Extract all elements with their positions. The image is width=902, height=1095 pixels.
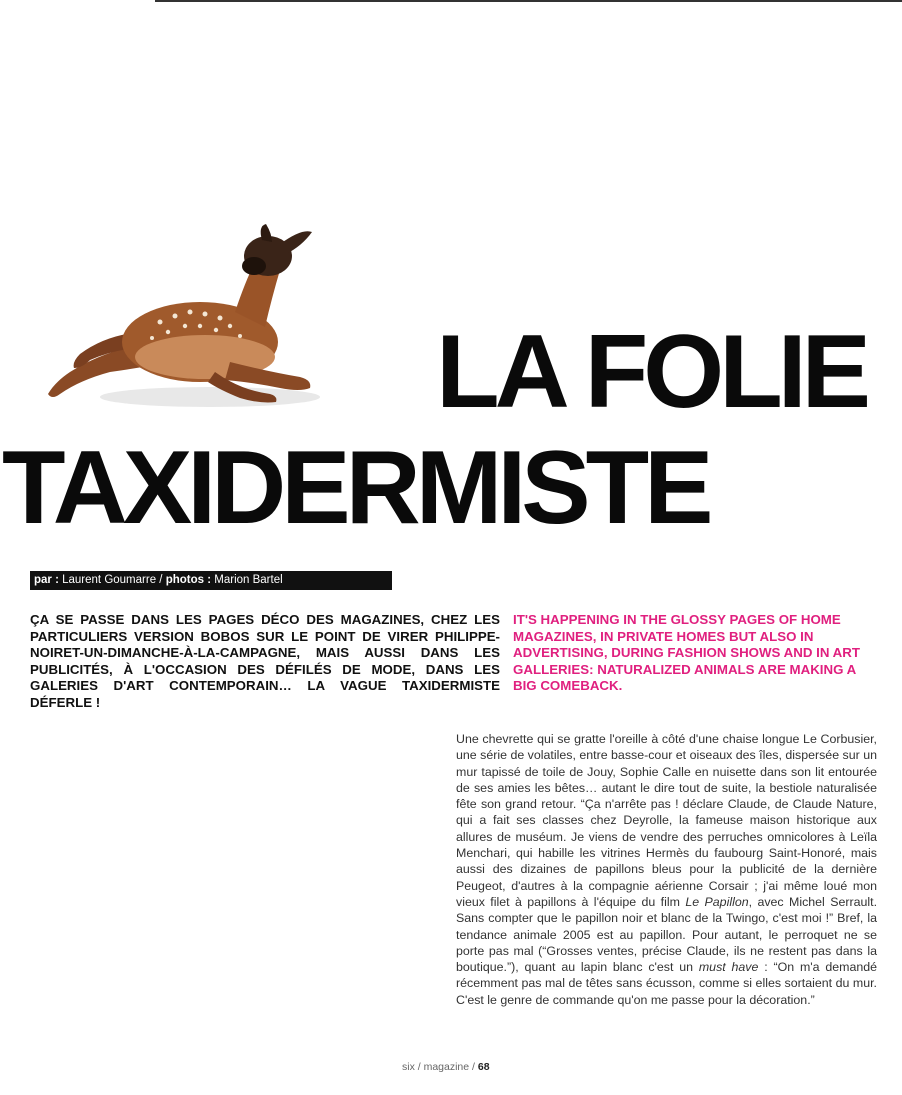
top-rule xyxy=(155,0,902,2)
author-name: Laurent Goumarre xyxy=(62,574,157,586)
body-part-3: : “On m'a demandé récemment pas mal de têtes sans écusson, comme si elles sortaient du mur. C'est le genre de commande qu'on me passe pour la décoration.” xyxy=(456,960,878,1007)
article-body xyxy=(456,731,877,1008)
byline-separator: / xyxy=(159,574,163,586)
page-number: 68 xyxy=(477,1061,490,1073)
lede-french: ÇA SE PASSE DANS LES PAGES DÉCO DES MAGAZINES, CHEZ LES PARTICULIERS VERSION BOBOS SUR LE POINT DE VIRER PHILIPPE-NOIRET-UN-DIMANCHE-À-LA-CAMPAGNE, MAIS AUSSI DANS LES PUBLICITÉS, À L'OCCASION DES DÉFILÉS DE MODE, DANS LES GALERIES D'ART CONTEMPORAIN… LA VAGUE TAXIDERMISTE DÉFERLE ! xyxy=(30,612,500,710)
headline-line-1: LA FOLIE xyxy=(436,314,866,430)
body-part-1: Une chevrette qui se gratte l'oreille à côté d'une chaise longue Le Corbusier, une série de volatiles, entre basse-cour et oiseaux des îles, dispersée sur un mur tapissé de toile de Jouy, Sophie Calle en nuisette dans son lit entourée de ses amies les bêtes… autant le dire tout de suite, la bestiole naturalisée fête son grand retour. “Ça n'arrête pas ! déclare Claude, de Claude Nature, qui a fait ses classes chez Deyrolle, la fameuse maison historique aux allures de muséum. Je viens de vendre des perruches omnicolores à Leïla Menchari, qui habille les vitrines Hermès du faubourg Saint-Honoré, mais aussi des dizaines de papillons bleus pour la publicité de la dernière Peugeot, d'autres à la compagnie aérienne Corsair ; j'ai même loué mon vieux filet à papillons à l'équipe du film xyxy=(456,732,877,909)
must-have-term: must have xyxy=(698,960,759,975)
photo-label: photos : xyxy=(165,574,212,586)
folio-prefix: six / magazine / xyxy=(402,1061,475,1073)
byline-bar xyxy=(30,571,392,590)
body-part-2: , avec Michel Serrault. Sans compter que le papillon noir et blanc de la Twingo, c'est moi !” Bref, la tendance animale 2005 est au papillon. Pour autant, le perroquet ne se porte pas mal (“Grosses ventes, précise Claude, ils ne restent pas dans la boutique.”), quant au lapin blanc c'est un xyxy=(456,894,878,975)
lede-english: IT'S HAPPENING IN THE GLOSSY PAGES OF HOME MAGAZINES, IN PRIVATE HOMES BUT ALSO IN ADVERTISING, DURING FASHION SHOWS AND IN ART GALLERIES: NATURALIZED ANIMALS ARE MAKING A BIG COMEBACK. xyxy=(513,612,860,694)
author-label: par : xyxy=(34,574,59,586)
film-title: Le Papillon xyxy=(685,894,749,909)
photographer-name: Marion Bartel xyxy=(214,574,283,586)
headline-line-2: TAXIDERMISTE xyxy=(2,430,709,546)
page-folio xyxy=(402,1061,490,1073)
